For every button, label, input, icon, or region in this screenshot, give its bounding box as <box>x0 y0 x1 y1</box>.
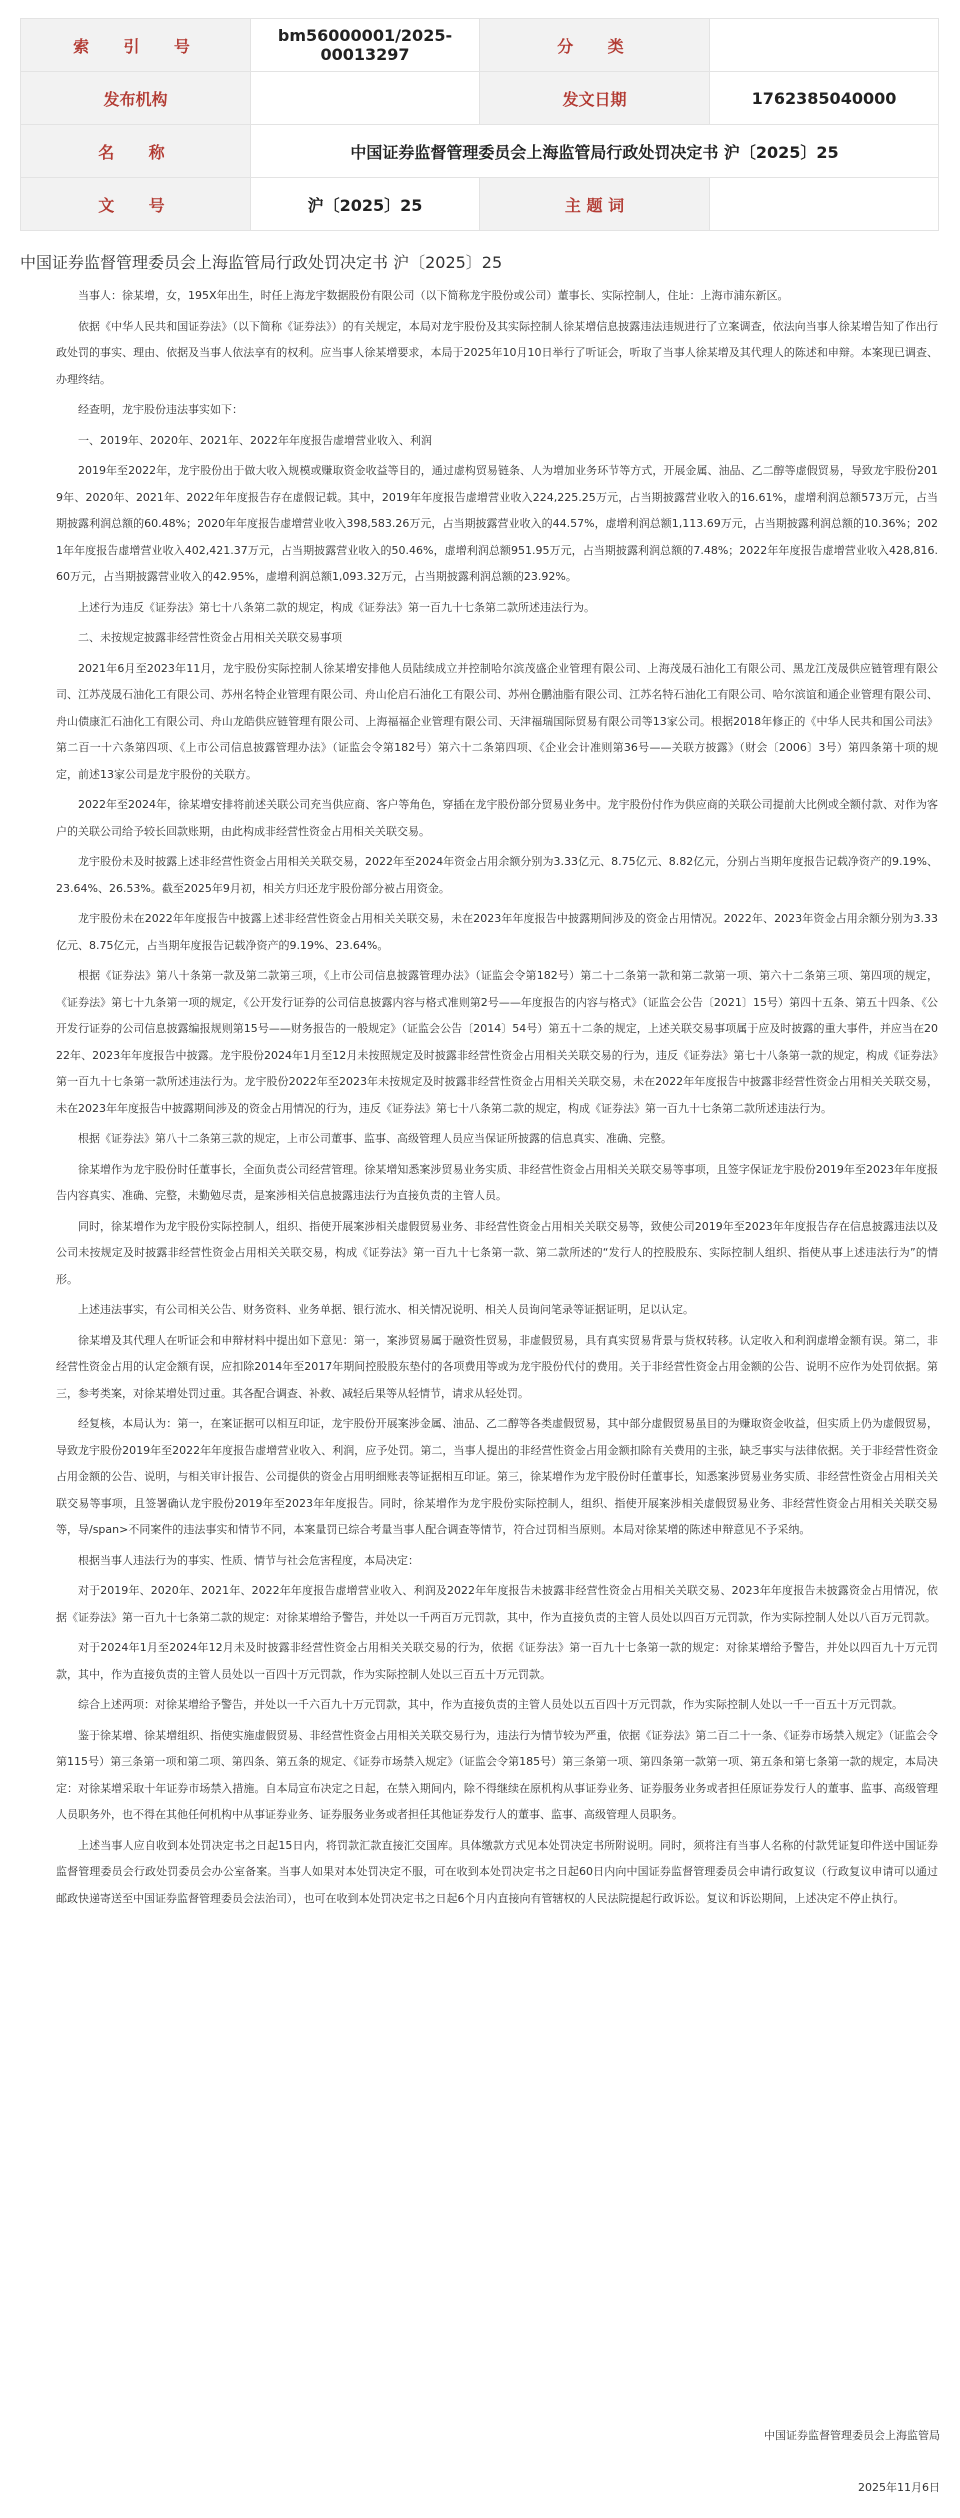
paragraph: 经查明，龙宇股份违法事实如下： <box>78 403 243 416</box>
meta-row-issuer <box>21 72 939 125</box>
paragraph: 对于2019年、2020年、2021年、2022年年度报告虚增营业收入、利润及2022年年度报告未披露非经营性资金占用相关关联交易、2023年年度报告未披露资金占用情况，依据《证券法》第一百九十七条第二款的规定：对徐某增给予警告，并处以一千两百万元罚款，其中，作为直接负责的主管人员处以四百万元罚款，作为实际控制人处以八百万元罚款。 <box>56 1584 938 1624</box>
paragraph: 2019年至2022年，龙宇股份出于做大收入规模或赚取资金收益等目的，通过虚构贸易链条、人为增加业务环节等方式，开展金属、油品、乙二醇等虚假贸易，导致龙宇股份2019年、2020年、2021年、2022年年度报告存在虚假记载。其中，2019年年度报告虚增营业收入224,225.25万元，占当期披露营业收入的16.61%，虚增利润总额573万元，占当期披露利润总额的60.48%；2020年年度报告虚增营业收入398,583.26万元，占当期披露营业收入的44.57%，虚增利润总额1,113.69万元，占当期披露利润总额的10.36%；2021年年度报告虚增营业收入402,421.37万元，占当期披露营业收入的50.46%，虚增利润总额951.95万元，占当期披露利润总额的7.48%；2022年年度报告虚增营业收入428,816.60万元，占当期披露营业收入的42.95%，虚增利润总额1,093.32万元，占当期披露利润总额的23.92%。 <box>56 464 938 583</box>
paragraph: 龙宇股份未及时披露上述非经营性资金占用相关关联交易，2022年至2024年资金占用余额分别为3.33亿元、8.75亿元、8.82亿元，分别占当期年度报告记载净资产的9.19%、23.64%、26.53%。截至2025年9月初，相关方归还龙宇股份部分被占用资金。 <box>56 855 938 895</box>
paragraph: 依据《中华人民共和国证券法》（以下简称《证券法》）的有关规定，本局对龙宇股份及其实际控制人徐某增信息披露违法违规进行了立案调查，依法向当事人徐某增告知了作出行政处罚的事实、理由、依据及当事人依法享有的权利。应当事人徐某增要求，本局于2025年10月10日举行了听证会，听取了当事人徐某增及其代理人的陈述和申辩。本案现已调查、办理终结。 <box>56 319 938 386</box>
paragraph: 根据当事人违法行为的事实、性质、情节与社会危害程度，本局决定： <box>78 1553 419 1567</box>
subject-label: 主 题 词 <box>480 178 710 231</box>
date-label: 发文日期 <box>480 72 710 125</box>
name-value: 中国证券监督管理委员会上海监管局行政处罚决定书 沪〔2025〕25 <box>251 125 939 178</box>
issuer-value <box>251 72 480 125</box>
document-meta-table <box>20 18 939 231</box>
issuer-label: 发布机构 <box>21 72 251 125</box>
document-title: 中国证券监督管理委员会上海监管局行政处罚决定书 沪〔2025〕25 <box>20 253 503 272</box>
category-value <box>710 19 939 72</box>
paragraph: 综合上述两项：对徐某增给予警告，并处以一千六百九十万元罚款，其中，作为直接负责的主管人员处以五百四十万元罚款，作为实际控制人处以一千一百五十万元罚款。 <box>78 1698 903 1711</box>
docno-value: 沪〔2025〕25 <box>251 178 480 231</box>
paragraph: 根据《证券法》第八十二条第三款的规定，上市公司董事、监事、高级管理人员应当保证所披露的信息真实、准确、完整。 <box>78 1132 672 1145</box>
meta-row-name <box>21 125 939 178</box>
paragraph: 上述违法事实，有公司相关公告、财务资料、业务单据、银行流水、相关情况说明、相关人员询问笔录等证据证明，足以认定。 <box>78 1303 694 1316</box>
date-value: 1762385040000 <box>710 72 939 125</box>
category-label: 分 类 <box>480 19 710 72</box>
paragraph: 2022年至2024年，徐某增安排将前述关联公司充当供应商、客户等角色，穿插在龙宇股份部分贸易业务中。龙宇股份付作为供应商的关联公司提前大比例或全额付款、对作为客户的关联公司给予较长回款账期，由此构成非经营性资金占用相关关联交易。 <box>56 798 938 838</box>
section-heading: 二、未按规定披露非经营性资金占用相关关联交易事项 <box>78 631 342 644</box>
index-value: bm56000001/2025-00013297 <box>251 19 480 72</box>
signature-block <box>764 2410 940 2514</box>
index-label: 索 引 号 <box>21 19 251 72</box>
paragraph: 对于2024年1月至2024年12月未及时披露非经营性资金占用相关关联交易的行为，依据《证券法》第一百九十七条第一款的规定：对徐某增给予警告，并处以四百九十万元罚款，其中，作为直接负责的主管人员处以一百四十万元罚款，作为实际控制人处以三百五十万元罚款。 <box>56 1641 938 1681</box>
paragraph: 鉴于徐某增、徐某增组织、指使实施虚假贸易、非经营性资金占用相关关联交易行为，违法行为情节较为严重，依据《证券法》第二百二十一条、《证券市场禁入规定》（证监会令第115号）第三条第一项和第二项、第四条、第五条的规定、《证券市场禁入规定》（证监会令第185号）第三条第一项、第四条第一款第一项、第五条和第七条第一款的规定，本局决定：对徐某增采取十年证券市场禁入措施。自本局宣布决定之日起，在禁入期间内，除不得继续在原机构从事证券业务、证券服务业务或者担任原证券发行人的董事、监事、高级管理人员职务外，也不得在其他任何机构中从事证券业务、证券服务业务或者担任其他证券发行人的董事、监事、高级管理人员职务。 <box>56 1728 938 1821</box>
paragraph: 上述行为违反《证券法》第七十八条第二款的规定，构成《证券法》第一百九十七条第二款所述违法行为。 <box>78 600 595 614</box>
signature-date: 2025年11月6日 <box>858 2481 940 2494</box>
subject-value <box>710 178 939 231</box>
paragraph: 2021年6月至2023年11月，龙宇股份实际控制人徐某增安排他人员陆续成立并控制哈尔滨茂盛企业管理有限公司、上海茂晟石油化工有限公司、黑龙江茂晟供应链管理有限公司、江苏茂晟石油化工有限公司、苏州名特企业管理有限公司、舟山伦启石油化工有限公司、苏州仓鹏油脂有限公司、江苏名特石油化工有限公司、哈尔滨谊和通企业管理有限公司、舟山债康汇石油化工有限公司、舟山龙皓供应链管理有限公司、上海福福企业管理有限公司、天津福瑞国际贸易有限公司等13家公司。根据2018年修正的《中华人民共和国公司法》第二百一十六条第四项、《上市公司信息披露管理办法》（证监会令第182号）第六十二条第四项、《企业会计准则第36号——关联方披露》（财会〔2006〕3号）第四条第十项的规定，前述13家公司是龙宇股份的关联方。 <box>56 661 938 781</box>
paragraph: 根据《证券法》第八十条第一款及第二款第三项，《上市公司信息披露管理办法》（证监会令第182号）第二十二条第一款和第二款第一项、第六十二条第三项、第四项的规定，《证券法》第七十九条第一项的规定，《公开发行证券的公司信息披露内容与格式准则第2号——年度报告的内容与格式》（证监会公告〔2021〕15号）第四十五条、第五十四条、《公开发行证券的公司信息披露编报规则第15号——财务报告的一般规定》（证监会公告〔2014〕54号）第五十二条的规定，上述关联交易事项属于应及时披露的重大事件，并应当在2022年、2023年年度报告中披露。龙宇股份2024年1月至12月未按照规定及时披露非经营性资金占用相关关联交易的行为，违反《证券法》第七十八条第一款的规定，构成《证券法》第一百九十七条第一款所述违法行为。龙宇股份2022年至2023年未按规定及时披露非经营性资金占用相关关联交易，未在2022年年度报告中披露非经营性资金占用相关关联交易，未在2023年年度报告中披露期间涉及的资金占用情况的行为，违反《证券法》第七十八条第二款的规定，构成《证券法》第一百九十七条第二款所述违法行为。 <box>56 969 938 1115</box>
signature-org: 中国证券监督管理委员会上海监管局 <box>764 2429 940 2442</box>
paragraph: 同时，徐某增作为龙宇股份实际控制人，组织、指使开展案涉相关虚假贸易业务、非经营性资金占用相关关联交易等，致使公司2019年至2023年年度报告存在信息披露违法以及公司未按规定及时披露非经营性资金占用相关关联交易，构成《证券法》第一百九十七条第一款、第二款所述的“发行人的控股股东、实际控制人组织、指使从事上述违法行为”的情形。 <box>56 1219 938 1286</box>
paragraph: 徐某增作为龙宇股份时任董事长，全面负责公司经营管理。徐某增知悉案涉贸易业务实质、非经营性资金占用相关关联交易等事项，且签字保证龙宇股份2019年至2023年年度报告内容真实、准确、完整，未勤勉尽责，是案涉相关信息披露违法行为直接负责的主管人员。 <box>56 1162 938 1202</box>
paragraph: 上述当事人应自收到本处罚决定书之日起15日内，将罚款汇款直接汇交国库。具体缴款方式见本处罚决定书所附说明。同时，须将注有当事人名称的付款凭证复印件送中国证券监督管理委员会行政处罚委员会办公室备案。当事人如果对本处罚决定不服，可在收到本处罚决定书之日起60日内向中国证券监督管理委员会申请行政复议（行政复议申请可以通过邮政快递寄送至中国证券监督管理委员会法治司），也可在收到本处罚决定书之日起6个月内直接向有管辖权的人民法院提起行政诉讼。复议和诉讼期间，上述决定不停止执行。 <box>56 1838 938 1905</box>
paragraph: 经复核，本局认为：第一，在案证据可以相互印证，龙宇股份开展案涉金属、油品、乙二醇等各类虚假贸易，其中部分虚假贸易虽目的为赚取资金收益，但实质上仍为虚假贸易，导致龙宇股份2019年至2022年年度报告虚增营业收入、利润，应予处罚。第二，当事人提出的非经营性资金占用金额扣除有关费用的主张，缺乏事实与法律依据。关于非经营性资金占用金额的公告、说明，与相关审计报告、公司提供的资金占用明细账表等证据相互印证。第三，徐某增作为龙宇股份时任董事长，知悉案涉贸易业务实质、非经营性资金占用相关关联交易等事项，且签署确认龙宇股份2019年至2023年年度报告。同时，徐某增作为龙宇股份实际控制人，组织、指使开展案涉相关虚假贸易业务、非经营性资金占用相关关联交易等，导/span>不同案件的违法事实和情节不同，本案量罚已综合考量当事人配合调查等情节，符合过罚相当原则。本局对徐某增的陈述申辩意见不予采纳。 <box>56 1417 938 1536</box>
docno-label: 文 号 <box>21 178 251 231</box>
meta-row-index <box>21 19 939 72</box>
paragraph: 当事人：徐某增，女，195X年出生，时任上海龙宇数据股份有限公司（以下简称龙宇股份或公司）董事长、实际控制人，住址：上海市浦东新区。 <box>78 289 789 302</box>
name-label: 名 称 <box>21 125 251 178</box>
paragraph: 龙宇股份未在2022年年度报告中披露上述非经营性资金占用相关关联交易，未在2023年年度报告中披露期间涉及的资金占用情况。2022年、2023年资金占用余额分别为3.33亿元、8.75亿元，占当期年度报告记载净资产的9.19%、23.64%。 <box>56 912 938 952</box>
paragraph: 徐某增及其代理人在听证会和申辩材料中提出如下意见：第一，案涉贸易属于融资性贸易，非虚假贸易，具有真实贸易背景与货权转移。认定收入和利润虚增金额有误。第二，非经营性资金占用的认定金额有误，应扣除2014年至2017年期间控股股东垫付的各项费用等或为龙宇股份代付的费用。关于非经营性资金占用金额的公告、说明不应作为处罚依据。第三，参考类案，对徐某增处罚过重。其各配合调查、补救、减轻后果等从轻情节，请求从轻处罚。 <box>56 1333 938 1400</box>
section-heading: 一、2019年、2020年、2021年、2022年年度报告虚增营业收入、利润 <box>78 433 432 447</box>
meta-row-docno <box>21 178 939 231</box>
document-body <box>56 283 938 1916</box>
